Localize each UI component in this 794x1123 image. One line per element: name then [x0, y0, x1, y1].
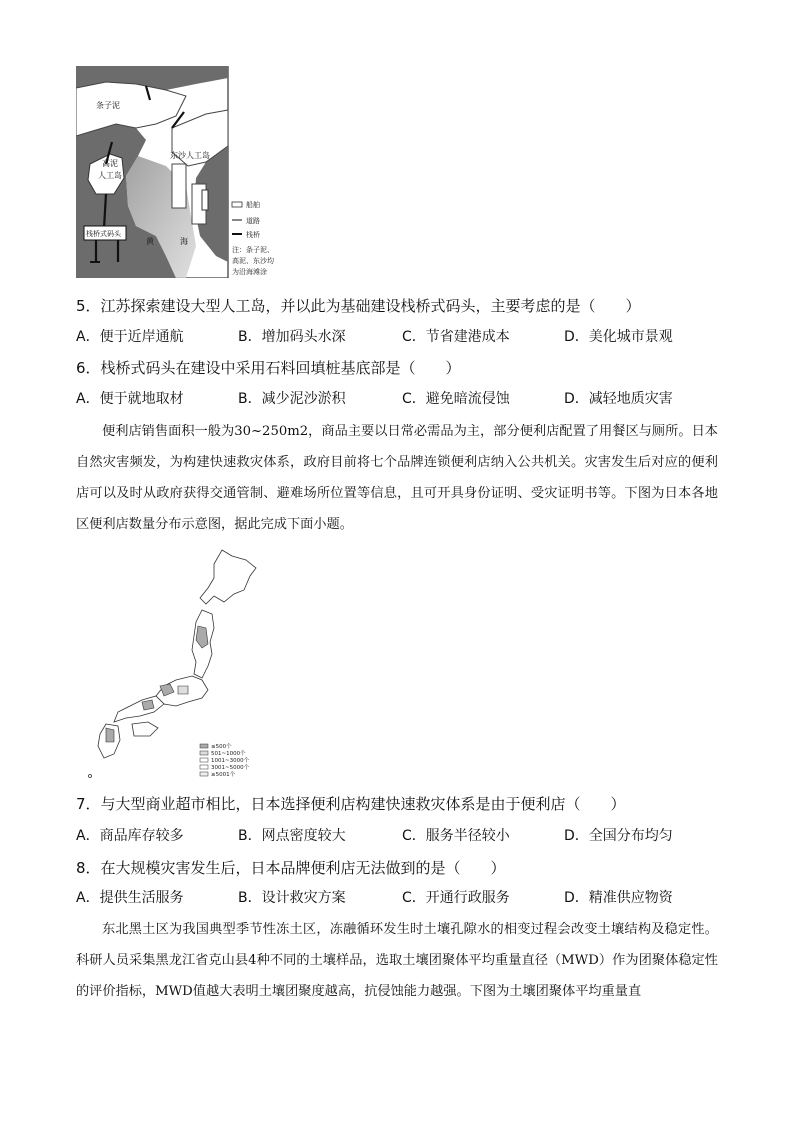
legend-swatch-5: [200, 772, 208, 776]
legend-label-2: 501~1000个: [211, 751, 246, 757]
legend-label-1: ≤500个: [211, 744, 232, 750]
artificial-island-map: [76, 66, 280, 278]
q6-option-a[interactable]: A．便于就地取材: [76, 391, 184, 407]
q8-stem: 8．在大规模灾害发生后，日本品牌便利店无法做到的是（ ）: [76, 859, 506, 877]
q5-option-a[interactable]: A．便于近岸通航: [76, 329, 184, 345]
legend-label-3: 1001~3000个: [211, 758, 250, 764]
q6-options: [76, 389, 673, 409]
japan-store-map-svg: [84, 546, 284, 786]
label-pier: 栈桥式码头: [86, 230, 121, 238]
q5-options: [76, 327, 673, 347]
legend-road-label: 道路: [246, 217, 260, 225]
legend-swatch-2: [200, 751, 208, 755]
legend-note-1: 注：条子泥、: [232, 246, 274, 254]
label-rengongdao: 人工岛: [98, 171, 122, 180]
q5-option-d[interactable]: D．美化城市景观: [564, 329, 673, 345]
label-gaoni: 高泥: [102, 159, 118, 168]
legend-swatch-4: [200, 765, 208, 769]
q8-option-a[interactable]: A．提供生活服务: [76, 890, 184, 906]
legend-label-4: 3001~5000个: [211, 765, 250, 771]
q5-stem: 5．江苏探索建设大型人工岛，并以此为基础建设栈桥式码头，主要考虑的是（ ）: [76, 297, 641, 315]
legend-ship-label: 船舶: [246, 201, 260, 209]
label-sea-1: 黄: [146, 237, 154, 246]
q8-option-c[interactable]: C．开通行政服务: [402, 890, 510, 906]
legend-swatch-3: [200, 758, 208, 762]
map1-legend: [232, 200, 274, 276]
q6-stem: 6．栈桥式码头在建设中采用石料回填桩基底部是（ ）: [76, 359, 461, 377]
legend-swatch-1: [200, 744, 208, 748]
label-tiaozini: 条子泥: [96, 101, 120, 110]
legend-note-2: 高泥、东沙均: [232, 257, 274, 265]
map2-legend: [200, 742, 250, 778]
q7-option-d[interactable]: D．全国分布均匀: [564, 828, 673, 844]
legend-bridge-label: 栈桥: [246, 231, 260, 239]
q7-option-b[interactable]: B．网点密度较大: [238, 828, 346, 844]
q7-option-a[interactable]: A．商品库存较多: [76, 828, 184, 844]
q8-option-d[interactable]: D．精准供应物资: [564, 890, 673, 906]
label-sea-2: 海: [180, 237, 188, 246]
legend-note-3: 为沿海滩涂: [232, 268, 267, 276]
legend-label-5: ≥5001个: [211, 772, 236, 778]
q5-option-c[interactable]: C．节省建港成本: [402, 329, 510, 345]
q6-option-d[interactable]: D．减轻地质灾害: [564, 391, 673, 407]
q7-options: [76, 826, 673, 846]
japan-store-map: [84, 546, 284, 786]
q7-stem: 7．与大型商业超市相比，日本选择便利店构建快速救灾体系是由于便利店（ ）: [76, 795, 626, 813]
q6-option-c[interactable]: C．避免暗流侵蚀: [402, 391, 510, 407]
q5-option-b[interactable]: B．增加码头水深: [238, 329, 346, 345]
q6-option-b[interactable]: B．减少泥沙淤积: [238, 391, 346, 407]
label-dongsha: 东沙人工岛: [170, 151, 210, 160]
q8-options: [76, 888, 673, 908]
artificial-island-map-svg: [76, 66, 280, 278]
legend-ship-swatch: [232, 202, 242, 207]
passage-black-soil: 东北黑土区为我国典型季节性冻土区，冻融循环发生时土壤孔隙水的相变过程会改变土壤结构及稳定性。科研人员采集黑龙江省克山县4种不同的土壤样品，选取土壤团聚体平均重量直径（MWD）作为团聚体稳定性的评价指标，MWD值越大表明土壤团聚度越高，抗侵蚀能力越强。下图为土壤团聚体平均重量直: [76, 922, 718, 999]
passage-convenience-store: 便利店销售面积一般为30~250m2，商品主要以日常必需品为主，部分便利店配置了用餐区与厕所。日本自然灾害频发，为构建快速救灾体系，政府目前将七个品牌连锁便利店纳入公共机关。灾害发生后对应的便利店可以及时从政府获得交通管制、避难场所位置等信息，且可开具身份证明、受灾证明书等。下图为日本各地区便利店数量分布示意图，据此完成下面小题。: [76, 424, 718, 532]
q8-option-b[interactable]: B．设计救灾方案: [238, 890, 346, 906]
q7-option-c[interactable]: C．服务半径较小: [402, 828, 510, 844]
